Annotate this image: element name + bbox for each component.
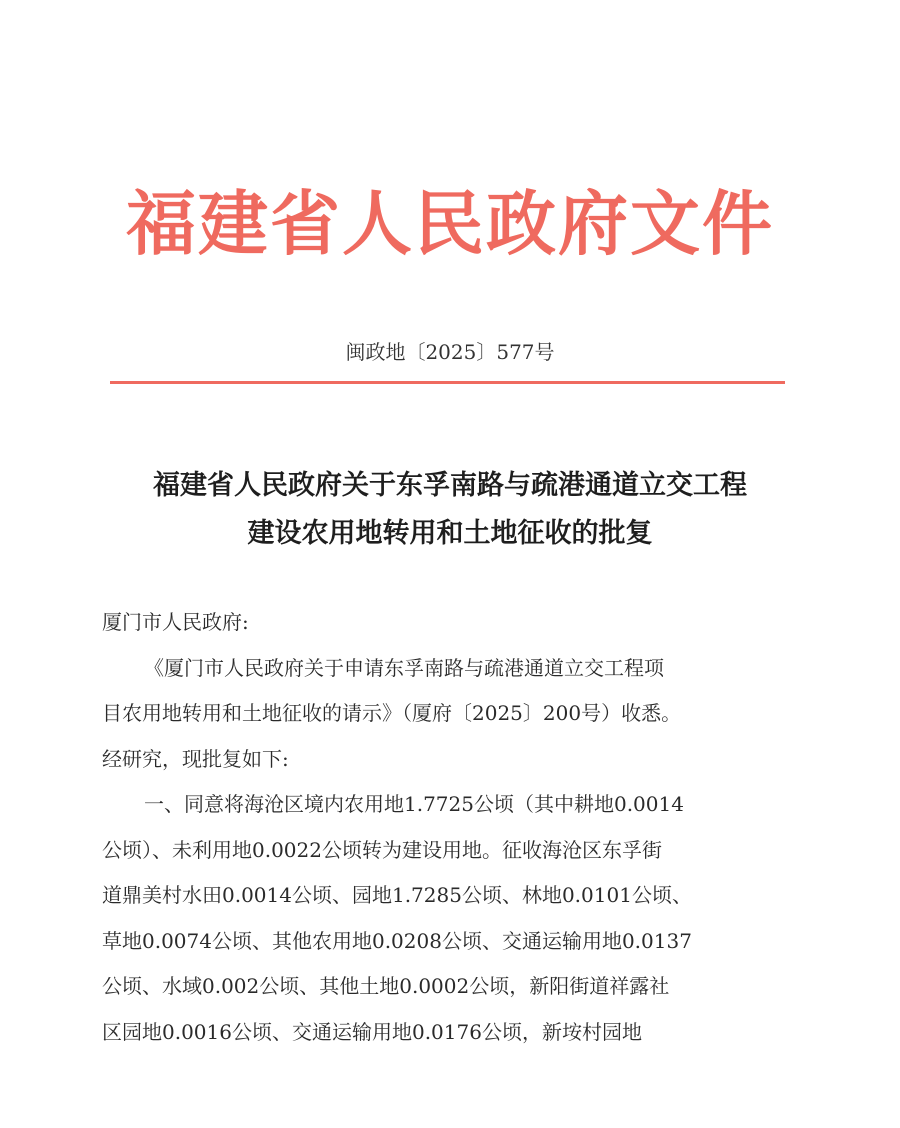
title-line-1: 福建省人民政府关于东孚南路与疏港通道立交工程 (153, 470, 747, 501)
body-line-4: 一、同意将海沧区境内农用地1.7725公顷（其中耕地0.0014 (144, 792, 684, 816)
addressee: 厦门市人民政府: (102, 610, 249, 634)
document-number: 闽政地〔2025〕577号 (345, 340, 555, 364)
body-line-5: 公顷）、未利用地0.0022公顷转为建设用地。征收海沧区东孚街 (102, 837, 662, 862)
red-divider-line (110, 381, 785, 384)
document-title (0, 462, 900, 558)
body-line-8: 公顷、水域0.002公顷、其他土地0.0002公顷，新阳街道祥露社 (102, 974, 670, 998)
body-line-9: 区园地0.0016公顷、交通运输用地0.0176公顷，新垵村园地 (102, 1019, 642, 1044)
body-line-7: 草地0.0074公顷、其他农用地0.0208公顷、交通运输用地0.0137 (102, 928, 692, 953)
title-line-2: 建设农用地转用和土地征收的批复 (247, 518, 653, 549)
body-line-2: 目农用地转用和土地征收的请示》（厦府〔2025〕200号）收悉。 (102, 701, 682, 725)
body-line-6: 道鼎美村水田0.0014公顷、园地1.7285公顷、林地0.0101公顷、 (102, 883, 692, 907)
body-line-3: 经研究，现批复如下: (102, 746, 289, 771)
body-line-1: 《厦门市人民政府关于申请东孚南路与疏港通道立交工程项 (144, 655, 664, 680)
document-body (102, 600, 802, 1055)
masthead-title: 福建省人民政府文件 (126, 182, 774, 265)
